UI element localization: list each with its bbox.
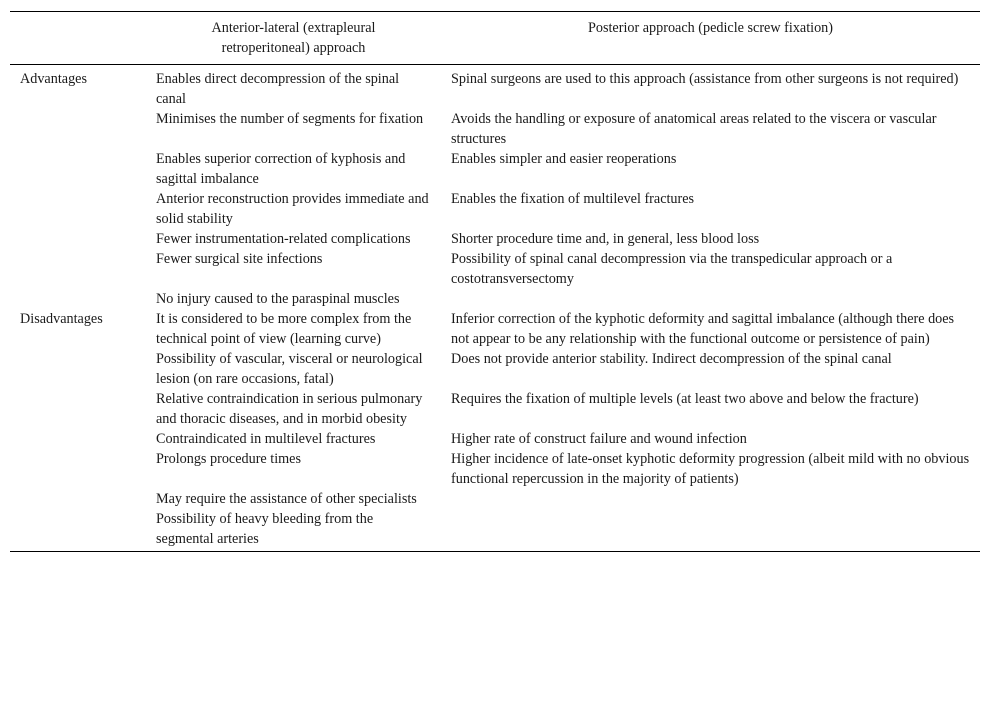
anterior-approach-cell: It is considered to be more complex from the technical point of view (learning curve) [156,311,412,347]
anterior-approach-cell: Anterior reconstruction provides immediate and solid stability [156,191,429,227]
posterior-approach-cell: Possibility of spinal canal decompression via the transpedicular approach or a costotransversectomy [451,251,893,287]
row-category-cell [10,449,146,489]
row-category-cell [10,429,146,449]
table-row [10,189,980,229]
row-category-cell [10,389,146,429]
anterior-approach-cell: No injury caused to the paraspinal muscles [156,291,400,307]
approach-comparison-table [10,11,980,552]
posterior-approach-cell: Shorter procedure time and, in general, less blood loss [451,231,760,247]
anterior-approach-cell: Enables direct decompression of the spinal canal [156,71,400,107]
table-row [10,65,980,110]
header-posterior-approach: Posterior approach (pedicle screw fixation) [587,20,834,36]
anterior-approach-cell: Fewer instrumentation-related complications [156,231,411,247]
header-category [10,12,146,65]
table-row [10,389,980,429]
comparison-table-container [10,11,980,552]
table-row [10,509,980,552]
row-category-cell: Advantages [20,71,87,87]
row-category-cell [10,189,146,229]
header-row [10,12,980,65]
header-anterior-approach: Anterior-lateral (extrapleural retroperitoneal) approach [211,20,376,56]
table-body [10,65,980,552]
table-row [10,309,980,349]
anterior-approach-cell: Contraindicated in multilevel fractures [156,431,376,447]
anterior-approach-cell: Possibility of vascular, visceral or neurological lesion (on rare occasions, fatal) [156,351,423,387]
posterior-approach-cell: Enables the fixation of multilevel fractures [451,191,695,207]
row-category-cell [10,509,146,552]
row-category-cell [10,289,146,309]
anterior-approach-cell: Possibility of heavy bleeding from the segmental arteries [156,511,374,547]
anterior-approach-cell: Prolongs procedure times [156,451,301,467]
anterior-approach-cell: May require the assistance of other specialists [156,491,417,507]
table-row [10,429,980,449]
posterior-approach-cell: Inferior correction of the kyphotic deformity and sagittal imbalance (although there does not appear to be any relationship with the functional outcome or persistence of pain) [451,311,955,347]
posterior-approach-cell: Spinal surgeons are used to this approach (assistance from other surgeons is not required) [451,71,959,87]
posterior-approach-cell [441,289,980,309]
row-category-cell [10,109,146,149]
row-category-cell [10,229,146,249]
table-row [10,489,980,509]
row-category-cell [10,349,146,389]
posterior-approach-cell [441,489,980,509]
row-category-cell: Disadvantages [20,311,103,327]
posterior-approach-cell: Avoids the handling or exposure of anatomical areas related to the viscera or vascular structures [451,111,937,147]
posterior-approach-cell [441,509,980,552]
row-category-cell [10,149,146,189]
posterior-approach-cell: Enables simpler and easier reoperations [451,151,677,167]
anterior-approach-cell: Minimises the number of segments for fixation [156,111,424,127]
table-row [10,229,980,249]
posterior-approach-cell: Higher incidence of late-onset kyphotic deformity progression (albeit mild with no obvious functional repercussion in the majority of patients) [451,451,970,487]
posterior-approach-cell: Higher rate of construct failure and wound infection [451,431,747,447]
anterior-approach-cell: Fewer surgical site infections [156,251,323,267]
row-category-cell [10,489,146,509]
table-row [10,249,980,289]
table-row [10,289,980,309]
anterior-approach-cell: Relative contraindication in serious pulmonary and thoracic diseases, and in morbid obesity [156,391,423,427]
table-row [10,449,980,489]
anterior-approach-cell: Enables superior correction of kyphosis and sagittal imbalance [156,151,406,187]
posterior-approach-cell: Does not provide anterior stability. Indirect decompression of the spinal canal [451,351,892,367]
table-row [10,149,980,189]
posterior-approach-cell: Requires the fixation of multiple levels (at least two above and below the fracture) [451,391,919,407]
row-category-cell [10,249,146,289]
table-header [10,12,980,65]
table-row [10,349,980,389]
table-row [10,109,980,149]
